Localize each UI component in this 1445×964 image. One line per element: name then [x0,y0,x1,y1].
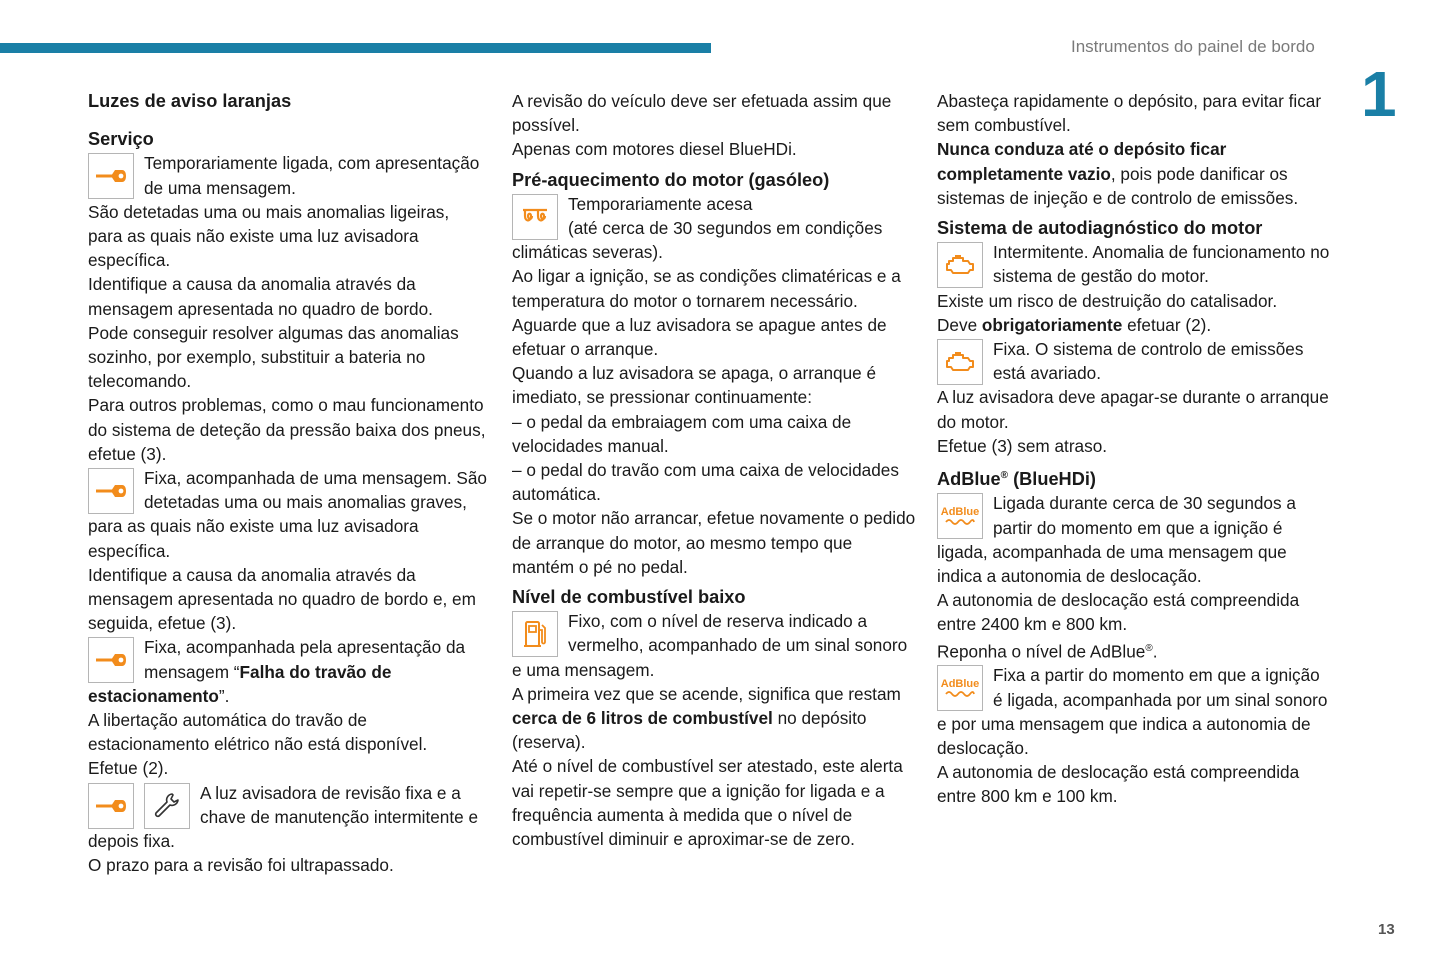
section-title-low-fuel: Nível de combustível baixo [512,587,746,608]
obd-1-p2: Deve obrigatoriamente efetuar (2). [937,314,1212,335]
obd-1-p1: Existe um risco de destruição do catalisador. [937,290,1278,311]
fuel-pump-icon [512,611,558,657]
service-4-text: A luz avisadora de revisão fixa e a chave de manutenção intermitente e depois fixa. [88,782,479,852]
adblue-icon: AdBlue [937,493,983,539]
section-title-service: Serviço [88,129,154,150]
col3-top-p1: Abasteça rapidamente o depósito, para evitar ficar sem combustível. [937,91,1322,136]
service-1-p4: Para outros problemas, como o mau funcionamento do sistema de deteção da pressão baixa dos pneus, efetue (3). [88,395,486,464]
engine-check-icon [937,339,983,385]
service-2-p1: Identifique a causa da anomalia através da mensagem apresentada no quadro de bordo e, em seguida, efetue (3). [88,564,476,634]
obd-2-text: Fixa. O sistema de controlo de emissões está avariado. [993,339,1304,384]
col3-top-p2: Nunca conduza até o depósito ficar completamente vazio, pois pode danificar os sistemas de injeção e de controlo de emissões. [937,139,1299,208]
adblue-2-text: Fixa a partir do momento em que a ignição é ligada, acompanhada por um sinal sonoro e por uma mensagem que indica a autonomia de deslocação. [937,665,1328,759]
page-number: 13 [1378,921,1395,938]
chapter-number: 1 [1361,58,1397,130]
section-title-adblue: AdBlue® (BlueHDi) [937,469,1096,490]
section-heading-orange-warnings: Luzes de aviso laranjas [88,91,292,111]
service-4-p1: O prazo para a revisão foi ultrapassado. [88,855,394,876]
obd-1-text: Intermitente. Anomalia de funcionamento no sistema de gestão do motor. [993,242,1330,287]
column-1 [88,89,488,878]
header-accent-bar [0,43,711,53]
preheat-p4: Se o motor não arrancar, efetue novamente o pedido de arranque do motor, ao mesmo tempo que mantém o pé no pedal. [512,508,916,577]
service-1-p2: Identifique a causa da anomalia através da mensagem apresentada no quadro de bordo. [88,274,433,319]
fuel-text: Fixo, com o nível de reserva indicado a vermelho, acompanhado de um sinal sonoro e uma mensagem. [512,611,908,680]
preheat-p3: Quando a luz avisadora se apaga, o arranque é imediato, se pressionar continuamente: [512,363,877,408]
preheat-p2: Aguarde que a luz avisadora se apague antes de efetuar o arranque. [512,314,887,360]
fuel-p1: A primeira vez que se acende, significa que restam cerca de 6 litros de combustível no depósito (reserva). [512,683,901,753]
obd-2-p2: Efetue (3) sem atraso. [937,435,1108,456]
col2-top-p1: A revisão do veículo deve ser efetuada assim que possível. [512,91,892,136]
service-wrench-icon [88,468,134,514]
header-title: Instrumentos do painel de bordo [1071,37,1315,56]
preheat-bullet-1: – o pedal da embraiagem com uma caixa de velocidades manual. [512,411,852,456]
service-1-p3: Pode conseguir resolver algumas das anomalias sozinho, por exemplo, substituir a bateria no telecomando. [88,322,459,392]
col2-top-p2: Apenas com motores diesel BlueHDi. [512,139,797,160]
service-wrench-icon [88,783,134,829]
maintenance-spanner-icon [144,783,190,829]
obd-2-p1: A luz avisadora deve apagar-se durante o arranque do motor. [937,387,1329,432]
preheat-bullet-2: – o pedal do travão com uma caixa de velocidades automática. [512,460,899,505]
engine-check-icon [937,242,983,288]
service-2-text: Fixa, acompanhada de uma mensagem. São detetadas uma ou mais anomalias graves, para as quais não existe uma luz avisadora específica. [88,468,487,561]
adblue-1-text: Ligada durante cerca de 30 segundos a partir do momento em que a ignição é ligada, acompanhada de uma mensagem que indica a autonomia de deslocação. [937,493,1296,586]
service-3-p1: A libertação automática do travão de estacionamento elétrico não está disponível. [88,710,428,755]
adblue-1-p1: A autonomia de deslocação está compreendida entre 2400 km e 800 km. [937,590,1300,635]
preheat-p1: Ao ligar a ignição, se as condições climatéricas e a temperatura do motor o tornarem necessário. [512,266,901,311]
service-wrench-icon [88,153,134,199]
preheat-line-1: Temporariamente acesa [568,193,753,214]
preheat-line-2: (até cerca de 30 segundos em condições climáticas severas). [512,218,883,263]
service-1-p1: São detetadas uma ou mais anomalias ligeiras, para as quais não existe uma luz avisadora específica. [88,201,450,271]
service-1-text: Temporariamente ligada, com apresentação de uma mensagem. [144,153,480,198]
column-3 [937,89,1332,809]
adblue-1-p2: Reponha o nível de AdBlue®. [937,641,1158,662]
service-3-text: Fixa, acompanhada pela apresentação da mensagem “Falha do travão de estacionamento”. [88,637,466,706]
fuel-p2: Até o nível de combustível ser atestado, este alerta vai repetir-se sempre que a ignição for ligada e a frequência aumenta à medida que o nível de combustível diminuir e aproximar-se de zero. [512,756,903,850]
adblue-icon: AdBlue [937,665,983,711]
column-2 [512,89,917,851]
section-title-preheat: Pré-aquecimento do motor (gasóleo) [512,169,830,190]
service-3-p2: Efetue (2). [88,758,169,779]
section-title-obd: Sistema de autodiagnóstico do motor [937,218,1263,239]
service-wrench-icon [88,637,134,683]
glow-plug-icon [512,194,558,240]
adblue-2-p1: A autonomia de deslocação está compreendida entre 800 km e 100 km. [937,762,1300,807]
